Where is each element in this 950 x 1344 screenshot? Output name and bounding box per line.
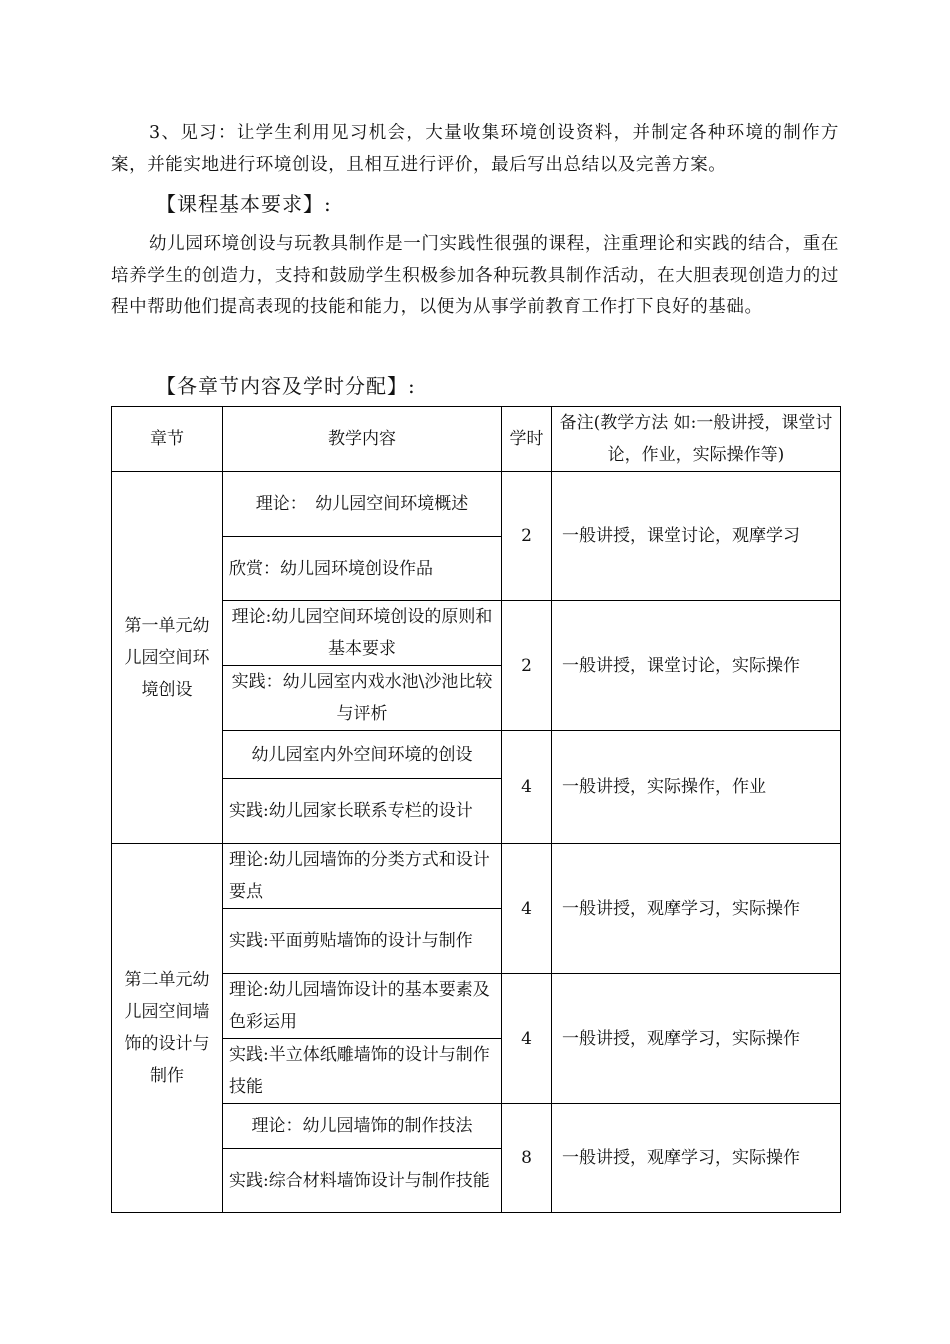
header-content: 教学内容 <box>223 407 502 472</box>
unit-2-title: 第二单元幼儿园空间墙饰的设计与制作 <box>112 844 223 1213</box>
hours-cell: 2 <box>502 601 552 731</box>
header-chapter: 章节 <box>112 407 223 472</box>
content-cell: 理论:幼儿园墙饰设计的基本要素及色彩运用 <box>223 974 502 1039</box>
content-cell: 幼儿园室内外空间环境的创设 <box>223 731 502 779</box>
hours-cell: 4 <box>502 731 552 844</box>
note-cell: 一般讲授，观摩学习，实际操作 <box>552 974 841 1104</box>
chapter-hours-table <box>111 406 841 1213</box>
table-row <box>112 844 841 909</box>
note-cell: 一般讲授，实际操作，作业 <box>552 731 841 844</box>
hours-cell: 2 <box>502 472 552 601</box>
content-cell: 实践:平面剪贴墙饰的设计与制作 <box>223 909 502 974</box>
practice-paragraph: 3、见习：让学生利用见习机会，大量收集环境创设资料，并制定各种环境的制作方案，并能实地进行环境创设，且相互进行评价，最后写出总结以及完善方案。 <box>111 123 839 175</box>
content-cell: 理论:幼儿园墙饰的分类方式和设计要点 <box>223 844 502 909</box>
requirements-paragraph: 幼儿园环境创设与玩教具制作是一门实践性很强的课程，注重理论和实践的结合，重在培养学生的创造力，支持和鼓励学生积极参加各种玩教具制作活动，在大胆表现创造力的过程中帮助他们提高表现的技能和能力，以便为从事学前教育工作打下良好的基础。 <box>111 234 839 317</box>
content-cell: 理论:幼儿园空间环境创设的原则和基本要求 <box>223 601 502 666</box>
requirements-heading: 【课程基本要求】: <box>156 192 332 216</box>
hours-cell: 4 <box>502 844 552 974</box>
content-cell: 实践:幼儿园家长联系专栏的设计 <box>223 779 502 844</box>
hours-cell: 4 <box>502 974 552 1104</box>
note-cell: 一般讲授，课堂讨论，观摩学习 <box>552 472 841 601</box>
content-cell: 理论：幼儿园墙饰的制作技法 <box>223 1104 502 1149</box>
chapters-heading: 【各章节内容及学时分配】: <box>156 374 416 398</box>
content-cell: 欣赏：幼儿园环境创设作品 <box>223 537 502 601</box>
content-cell: 实践:半立体纸雕墙饰的设计与制作技能 <box>223 1039 502 1104</box>
content-cell: 实践：幼儿园室内戏水池\沙池比较与评析 <box>223 666 502 731</box>
note-cell: 一般讲授，观摩学习，实际操作 <box>552 844 841 974</box>
hours-cell: 8 <box>502 1104 552 1213</box>
note-cell: 一般讲授，课堂讨论，实际操作 <box>552 601 841 731</box>
table-row <box>112 472 841 537</box>
unit-1-title: 第一单元幼儿园空间环境创设 <box>112 472 223 844</box>
header-notes: 备注(教学方法 如:一般讲授，课堂讨论，作业，实际操作等) <box>552 407 841 472</box>
content-cell: 实践:综合材料墙饰设计与制作技能 <box>223 1149 502 1213</box>
note-cell: 一般讲授，观摩学习，实际操作 <box>552 1104 841 1213</box>
header-hours: 学时 <box>502 407 552 472</box>
table-header-row <box>112 407 841 472</box>
content-cell: 理论： 幼儿园空间环境概述 <box>223 472 502 537</box>
